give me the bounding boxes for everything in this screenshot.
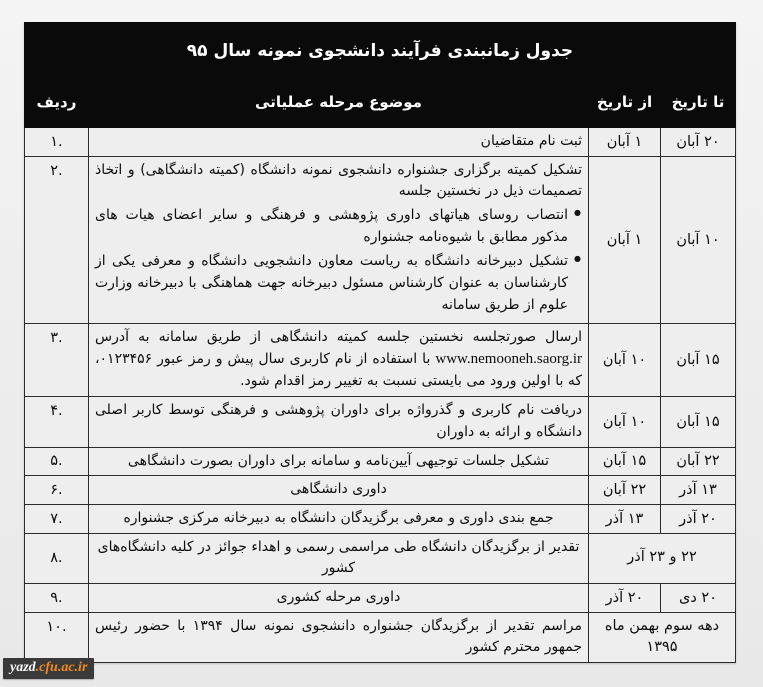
cell-topic — [89, 156, 589, 323]
portal-url: www.nemooneh.saorg.ir — [435, 351, 582, 368]
cell-to-date: ۲۰ دی — [661, 583, 736, 612]
cell-topic: مراسم تقدیر از برگزیدگان جشنواره دانشجوی نمونه سال ۱۳۹۴ با حضور رئیس جمهور محترم کشور — [89, 612, 589, 663]
column-header-from-date: از تاریخ — [589, 78, 661, 128]
cell-from-date: ۱ آبان — [589, 156, 661, 323]
column-header-to-date: تا تاریخ — [661, 78, 736, 128]
list-item: ● تشکیل دبیرخانه دانشگاه به ریاست معاون دانشجویی دانشگاه و معرفی یکی از کارشناسان به عنوان کارشناس مسئول دبیرخانه جهت هماهنگی با دبیرخانه وزارت علوم از طریق سامانه — [95, 251, 568, 316]
cell-to-date: ۱۰ آبان — [661, 156, 736, 323]
table-row — [24, 612, 735, 663]
table-row — [24, 323, 735, 397]
schedule-table — [24, 22, 736, 663]
cell-to-date: ۲۰ آذر — [661, 504, 736, 533]
cell-to-date: ۲۲ آبان — [661, 447, 736, 476]
table-row — [24, 583, 735, 612]
cell-row-number: ۸. — [24, 533, 88, 583]
cell-from-date: ۲۲ آبان — [589, 476, 661, 505]
table-row — [24, 476, 735, 505]
cell-row-number: ۱۰. — [24, 612, 88, 663]
document-title: جدول زمانبندی فرآیند دانشجوی نمونه سال ۹۵ — [24, 23, 735, 78]
cell-from-date: ۱ آبان — [589, 128, 661, 157]
cell-topic — [89, 323, 589, 397]
cell-row-number: ۶. — [24, 476, 88, 505]
cell-topic: جمع بندی داوری و معرفی برگزیدگان دانشگاه به دبیرخانه مرکزی جشنواره — [89, 504, 589, 533]
cell-row-number: ۵. — [24, 447, 88, 476]
cell-merged-date: دهه سوم بهمن ماه ۱۳۹۵ — [589, 612, 736, 663]
column-header-topic: موضوع مرحله عملیاتی — [89, 78, 589, 128]
cell-from-date: ۱۰ آبان — [589, 397, 661, 447]
table-row — [24, 397, 735, 447]
list-item: ● انتصاب روسای هیاتهای داوری پژوهشی و فرهنگی و سایر اعضای هیات های مذکور مطابق با شیوه‌نامه جشنواره — [95, 205, 568, 248]
cell-topic: دریافت نام کاربری و گذرواژه برای داوران پژوهشی و فرهنگی توسط کاربر اصلی دانشگاه و ارائه به داوران — [89, 397, 589, 447]
cell-to-date: ۱۳ آذر — [661, 476, 736, 505]
table-row — [24, 156, 735, 323]
cell-from-date: ۱۵ آبان — [589, 447, 661, 476]
cell-row-number: ۷. — [24, 504, 88, 533]
cell-topic: ثبت نام متقاضیان — [89, 128, 589, 157]
table-row — [24, 533, 735, 583]
column-header-row-number: ردیف — [24, 78, 88, 128]
schedule-table-container — [25, 22, 736, 663]
topic-text-after-url: با استفاده از نام کاربری سال پیش و رمز عبور ۰۱۲۳۴۵۶، که با اولین ورود می بایستی نسبت به تغییر رمز اقدام شود. — [95, 351, 582, 390]
cell-row-number: ۹. — [24, 583, 88, 612]
cell-topic: داوری دانشگاهی — [89, 476, 589, 505]
topic-lead-text: تشکیل کمیته برگزاری جشنواره دانشجوی نمونه دانشگاه (کمیته دانشگاهی) و اتخاذ تصمیمات ذیل در نخستین جلسه — [95, 161, 582, 200]
table-header-row — [24, 78, 735, 128]
cell-to-date: ۱۵ آبان — [661, 323, 736, 397]
cell-topic: داوری مرحله کشوری — [89, 583, 589, 612]
cell-row-number: ۴. — [24, 397, 88, 447]
cell-merged-date: ۲۲ و ۲۳ آذر — [589, 533, 736, 583]
watermark-secondary: .cfu.ac.ir — [35, 660, 88, 675]
table-row — [24, 447, 735, 476]
cell-from-date: ۱۳ آذر — [589, 504, 661, 533]
watermark-primary: yazd — [10, 660, 36, 675]
cell-row-number: ۱. — [24, 128, 88, 157]
cell-topic: تقدیر از برگزیدگان دانشگاه طی مراسمی رسمی و اهداء جوائز در کلیه دانشگاه‌های کشور — [89, 533, 589, 583]
topic-text-before-url: ارسال صورتجلسه نخستین جلسه کمیته دانشگاهی از طریق سامانه به آدرس — [95, 328, 582, 345]
table-title-row — [24, 23, 735, 78]
cell-to-date: ۲۰ آبان — [661, 128, 736, 157]
cell-topic: تشکیل جلسات توجیهی آیین‌نامه و سامانه برای داوران بصورت دانشگاهی — [89, 447, 589, 476]
cell-to-date: ۱۵ آبان — [661, 397, 736, 447]
cell-row-number: ۳. — [24, 323, 88, 397]
table-row — [24, 128, 735, 157]
site-watermark — [3, 658, 94, 679]
topic-bullet-list — [95, 205, 582, 316]
table-row — [24, 504, 735, 533]
cell-from-date: ۱۰ آبان — [589, 323, 661, 397]
cell-row-number: ۲. — [24, 156, 88, 323]
cell-from-date: ۲۰ آذر — [589, 583, 661, 612]
